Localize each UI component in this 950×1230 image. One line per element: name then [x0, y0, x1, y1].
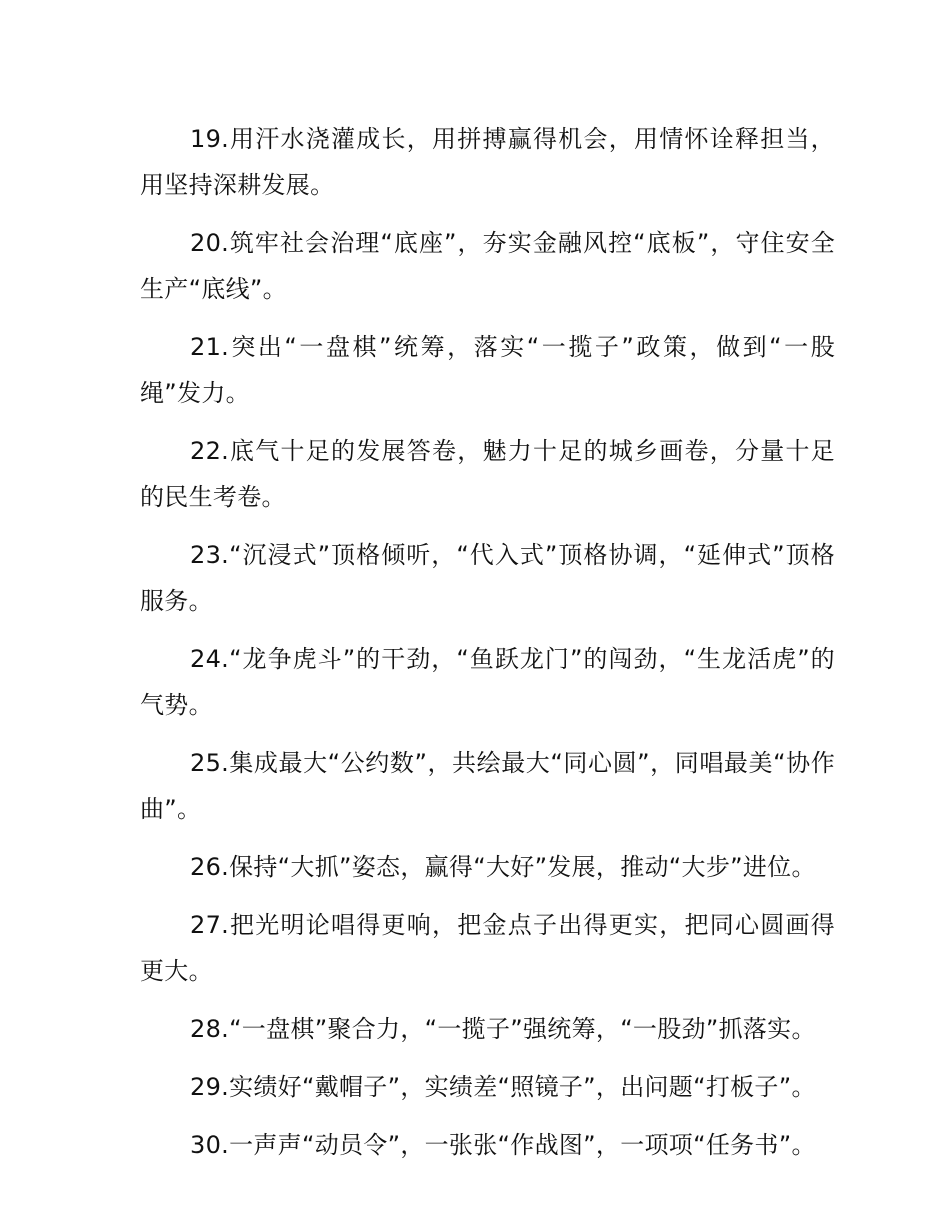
paragraph-30: 30.一声声“动员令”，一张张“作战图”，一项项“任务书”。	[190, 1131, 816, 1159]
document-body	[140, 116, 835, 1180]
paragraph-28: 28.“一盘棋”聚合力，“一揽子”强统筹，“一股劲”抓落实。	[190, 1015, 816, 1043]
paragraph-29: 29.实绩好“戴帽子”，实绩差“照镜子”，出问题“打板子”。	[190, 1073, 816, 1101]
paragraph-23: 23.“沉浸式”顶格倾听，“代入式”顶格协调，“延伸式”顶格服务。	[140, 541, 835, 615]
paragraph-27: 27.把光明论唱得更响，把金点子出得更实，把同心圆画得更大。	[140, 911, 835, 985]
paragraph-26: 26.保持“大抓”姿态，赢得“大好”发展，推动“大步”进位。	[190, 853, 816, 881]
paragraph-25: 25.集成最大“公约数”，共绘最大“同心圆”，同唱最美“协作曲”。	[140, 749, 835, 823]
paragraph-22: 22.底气十足的发展答卷，魅力十足的城乡画卷，分量十足的民生考卷。	[140, 437, 835, 511]
paragraph-20: 20.筑牢社会治理“底座”，夯实金融风控“底板”，守住安全生产“底线”。	[140, 229, 835, 303]
paragraph-19: 19.用汗水浇灌成长，用拼搏赢得机会，用情怀诠释担当，用坚持深耕发展。	[140, 125, 835, 199]
paragraph-21: 21.突出“一盘棋”统筹，落实“一揽子”政策，做到“一股绳”发力。	[140, 333, 835, 407]
paragraph-24: 24.“龙争虎斗”的干劲，“鱼跃龙门”的闯劲，“生龙活虎”的气势。	[140, 645, 835, 719]
